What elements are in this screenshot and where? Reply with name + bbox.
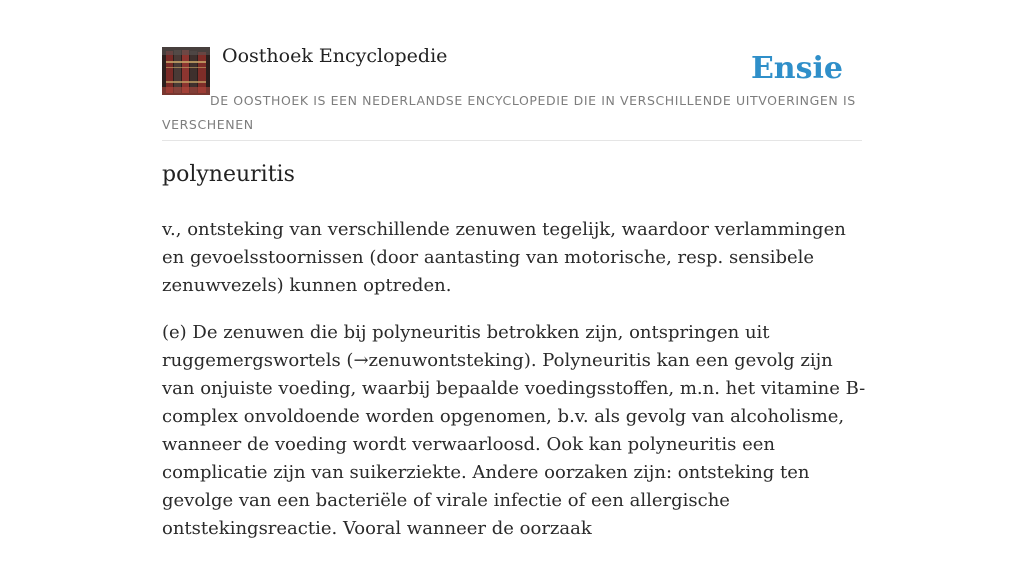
article-paragraph-definition: v., ontsteking van verschillende zenuwen tegelijk, waardoor verlammingen en gevoelsstoornissen (door aantasting van motorische, resp. sensibele zenuwvezels) kunnen optreden. [162, 219, 846, 296]
content-column [162, 0, 866, 539]
article-paragraph-explanation: (e) De zenuwen die bij polyneuritis betrokken zijn, ontspringen uit ruggemergswortels (→zenuwontsteking). Polyneuritis kan een gevolg zijn van onjuiste voeding, waarbij bepaalde voedingsstoffen, m.n. het vitamine B-complex onvoldoende worden opgenomen, b.v. als gevolg van alcoholisme, wanneer de voeding wordt verwaarloosd. Ook kan polyneuritis een complicatie zijn van suikerziekte. Andere oorzaken zijn: ontsteking ten gevolge van een bacteriële of virale infectie of een allergische ontstekingsreactie. Vooral wanneer de oorzaak [162, 322, 866, 539]
article-title: polyneuritis [162, 162, 295, 187]
publication-name[interactable]: Oosthoek Encyclopedie [222, 45, 448, 67]
site-header [162, 0, 862, 141]
publication-tagline: DE OOSTHOEK IS EEN NEDERLANDSE ENCYCLOPEDIE DIE IN VERSCHILLENDE UITVOERINGEN IS VERSCHENEN [162, 93, 856, 132]
brand-logo-link[interactable]: Ensie [750, 51, 843, 86]
article-body [162, 216, 866, 562]
book-spines-avatar-icon[interactable] [162, 47, 210, 95]
